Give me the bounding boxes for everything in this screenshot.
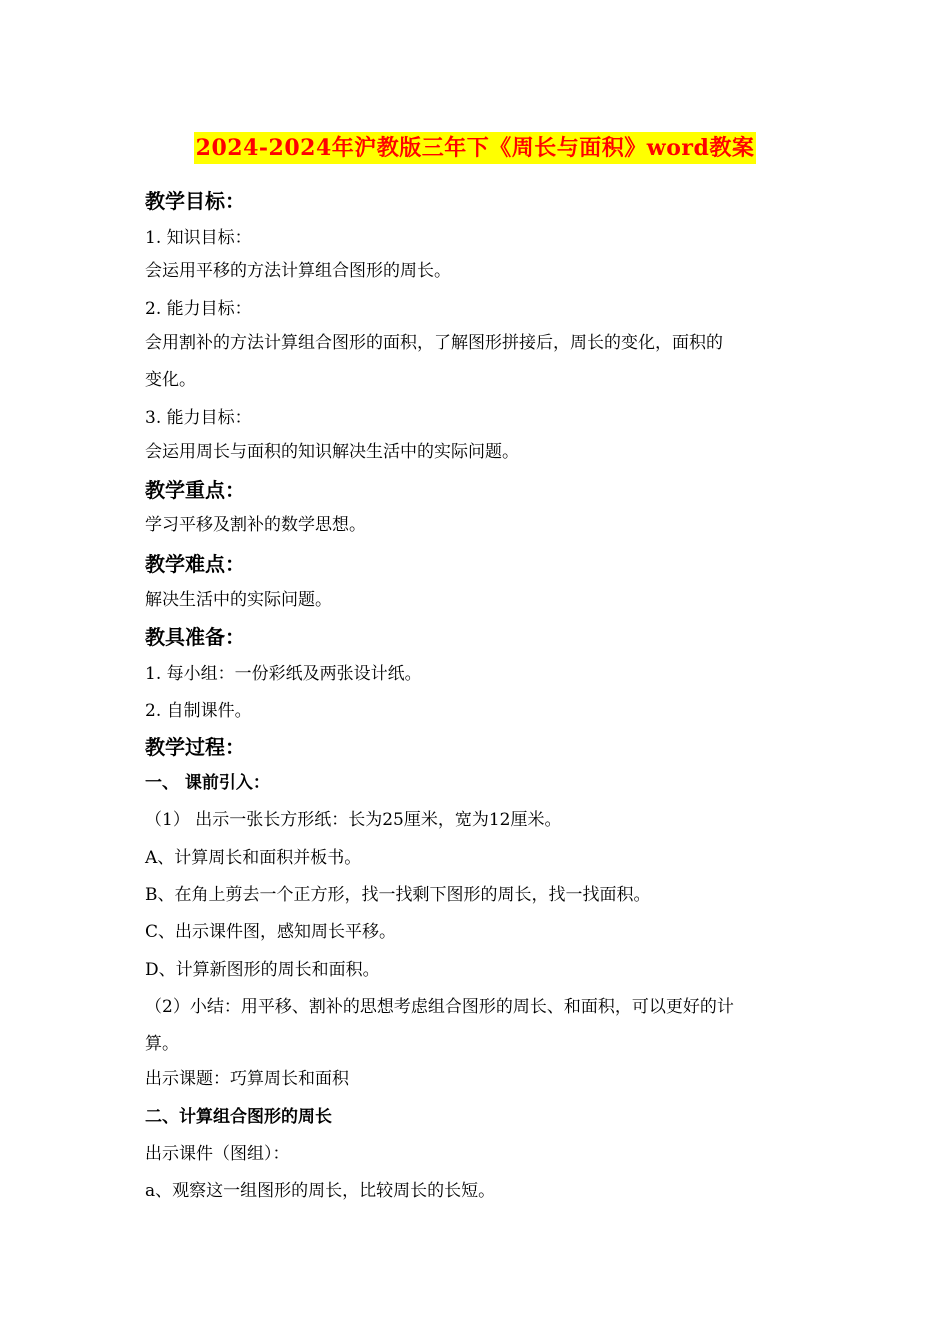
- heading-difficulties: 教学难点：: [145, 552, 245, 576]
- step-c-text: C、出示课件图，感知周长平移。: [145, 922, 397, 942]
- lesson-topic-text: 出示课题：巧算周长和面积: [145, 1069, 349, 1089]
- teaching-aid-2: 2. 自制课件。: [145, 701, 252, 721]
- objective-3-label: 3. 能力目标：: [145, 408, 252, 428]
- summary-text-cont: 算。: [145, 1034, 179, 1054]
- step-1-text: （1） 出示一张长方形纸：长为25厘米，宽为12厘米。: [145, 810, 562, 830]
- heading-teaching-objectives: 教学目标：: [145, 189, 245, 213]
- heading-teaching-process: 教学过程：: [145, 735, 245, 759]
- key-points-text: 学习平移及割补的数学思想。: [145, 515, 366, 535]
- document-title: 2024-2024年沪教版三年下《周长与面积》word教案: [194, 132, 757, 164]
- title-container: [0, 132, 950, 164]
- summary-text: （2）小结：用平移、割补的思想考虑组合图形的周长、和面积，可以更好的计: [145, 997, 734, 1017]
- courseware-text: 出示课件（图组）：: [145, 1144, 290, 1164]
- section-2-heading: 二、计算组合图形的周长: [145, 1107, 332, 1127]
- objective-3-text: 会运用周长与面积的知识解决生活中的实际问题。: [145, 442, 519, 462]
- step-b-text: B、在角上剪去一个正方形，找一找剩下图形的周长，找一找面积。: [145, 885, 651, 905]
- section-1-heading: 一、 课前引入：: [145, 773, 270, 793]
- teaching-aid-1: 1. 每小组：一份彩纸及两张设计纸。: [145, 664, 422, 684]
- heading-key-points: 教学重点：: [145, 478, 245, 502]
- step-a-text: A、计算周长和面积并板书。: [145, 848, 362, 868]
- objective-2-text-cont: 变化。: [145, 370, 196, 390]
- step-d-text: D、计算新图形的周长和面积。: [145, 960, 380, 980]
- heading-teaching-aids: 教具准备：: [145, 625, 245, 649]
- objective-2-text: 会用割补的方法计算组合图形的面积，了解图形拼接后，周长的变化，面积的: [145, 333, 723, 353]
- difficulties-text: 解决生活中的实际问题。: [145, 590, 332, 610]
- observe-text: a、观察这一组图形的周长，比较周长的长短。: [145, 1181, 496, 1201]
- objective-2-label: 2. 能力目标：: [145, 299, 252, 319]
- objective-1-text: 会运用平移的方法计算组合图形的周长。: [145, 261, 451, 281]
- objective-1-label: 1. 知识目标：: [145, 228, 252, 248]
